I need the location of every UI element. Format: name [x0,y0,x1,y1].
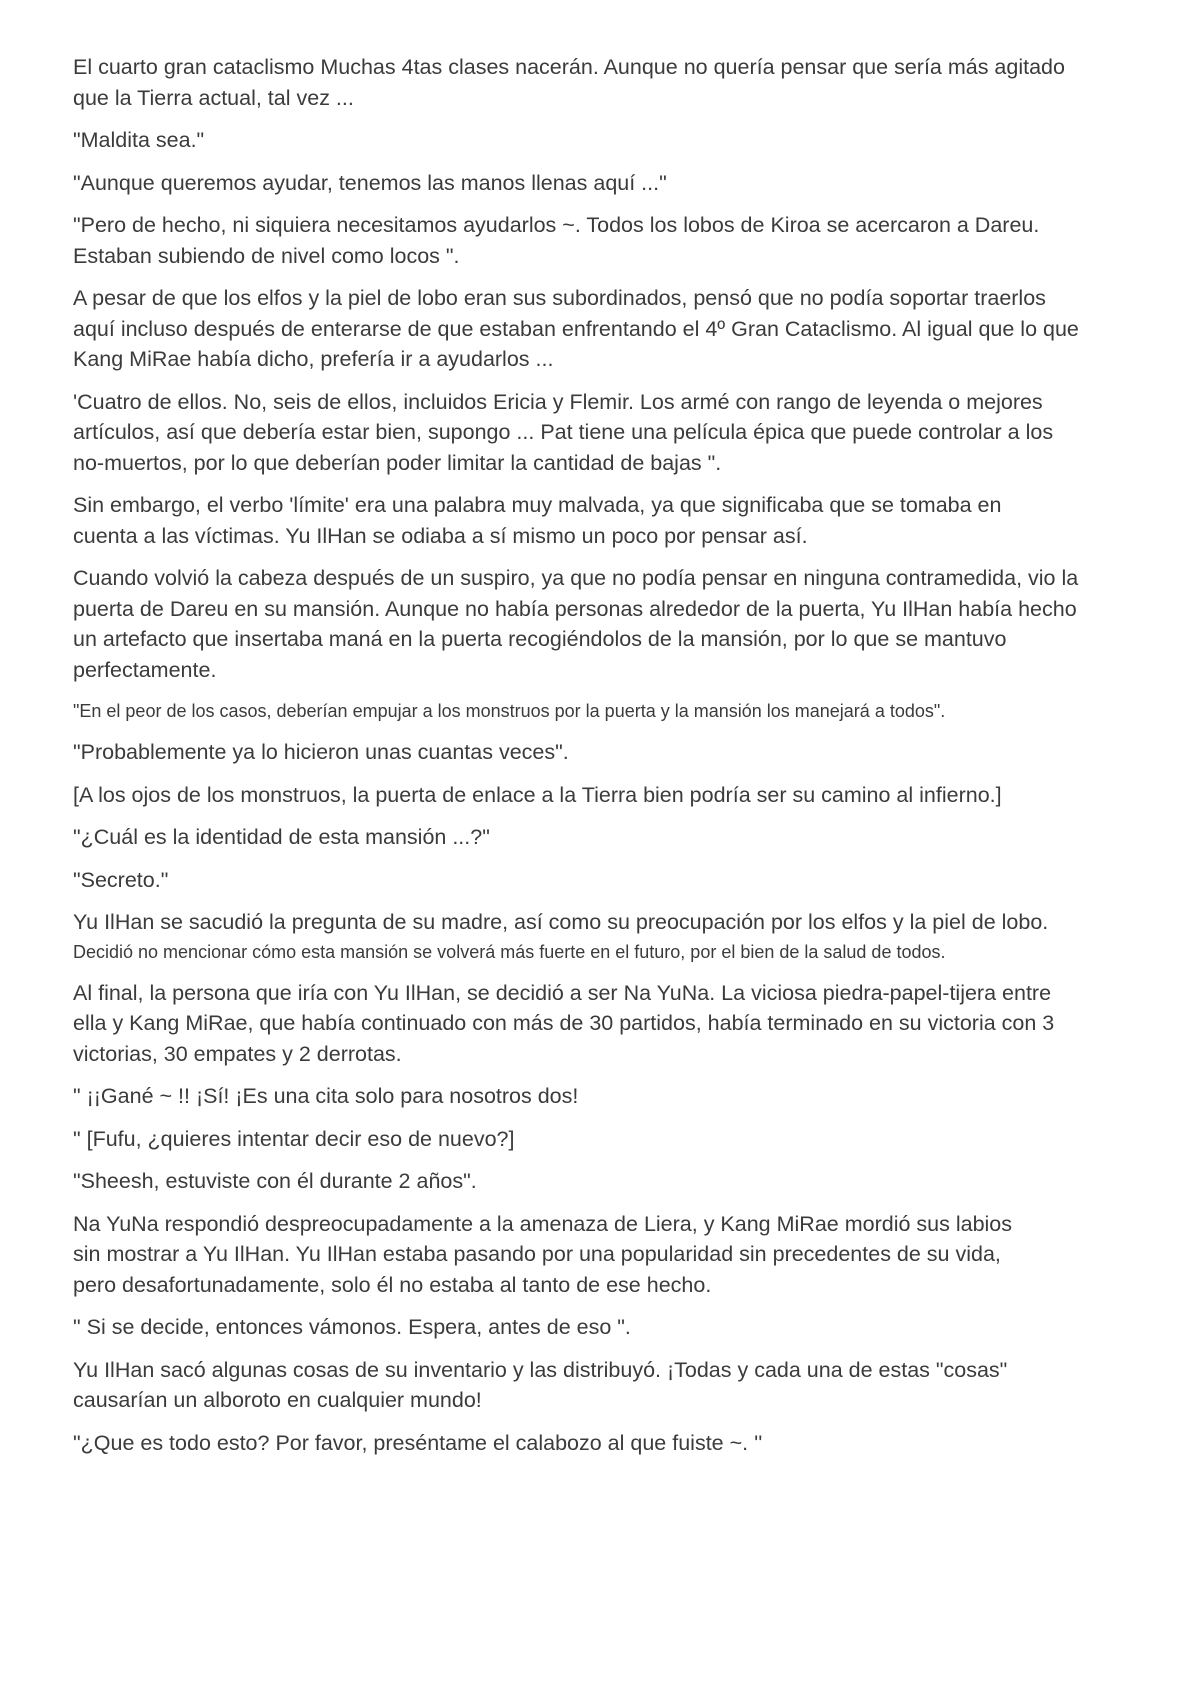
paragraph-line: pero desafortunadamente, solo él no estaba al tanto de ese hecho. [73,1272,712,1297]
paragraph [73,865,1123,896]
paragraph-line: Na YuNa respondió despreocupadamente a la amenaza de Liera, y Kang MiRae mordió sus labios [73,1211,1013,1236]
paragraph [73,168,1123,199]
document-page [73,52,1123,1470]
paragraph [73,1209,1123,1301]
paragraph-line: "En el peor de los casos, deberían empujar a los monstruos por la puerta y la mansión los manejará a todos". [73,701,946,721]
paragraph-line: "Secreto." [73,867,169,892]
paragraph-line: aquí incluso después de enterarse de que estaban enfrentando el 4º Gran Cataclismo. Al igual que lo que [73,316,1079,341]
paragraph-line: un artefacto que insertaba maná en la puerta recogiéndolos de la mansión, por lo que se mantuvo [73,627,1007,651]
paragraph [73,283,1123,375]
paragraph [73,1081,1123,1112]
paragraph-line: "¿Que es todo esto? Por favor, preséntame el calabozo al que fuiste ~. '' [73,1430,763,1455]
paragraph [73,1124,1123,1155]
paragraph-line: Estaban subiendo de nivel como locos ". [73,243,460,268]
paragraph-line: "Aunque queremos ayudar, tenemos las manos llenas aquí ..." [73,170,667,195]
paragraph-line: El cuarto gran cataclismo Muchas 4tas clases nacerán. Aunque no quería pensar que sería más agitado [73,55,1065,79]
paragraph-line: " Si se decide, entonces vámonos. Espera, antes de eso ". [73,1315,631,1339]
paragraph-line: no-muertos, por lo que deberían poder limitar la cantidad de bajas ". [73,450,722,475]
paragraph [73,387,1123,479]
paragraph [73,1312,1123,1343]
paragraph-line: Al final, la persona que iría con Yu IlHan, se decidió a ser Na YuNa. La viciosa piedra-papel-tijera entre [73,980,1052,1005]
paragraph [73,52,1123,113]
paragraph-line: perfectamente. [73,657,217,682]
paragraph-line: cuenta a las víctimas. Yu IlHan se odiaba a sí mismo un poco por pensar así. [73,523,808,548]
paragraph-line: sin mostrar a Yu IlHan. Yu IlHan estaba pasando por una popularidad sin precedentes de su vida, [73,1242,1001,1266]
paragraph [73,697,1123,725]
paragraph [73,780,1123,811]
paragraph-line: "Probablemente ya lo hicieron unas cuantas veces". [73,740,569,764]
paragraph-line: A pesar de que los elfos y la piel de lobo eran sus subordinados, pensó que no podía soportar traerlos [73,286,1046,310]
paragraph [73,563,1123,685]
paragraph-line: causarían un alboroto en cualquier mundo! [73,1388,482,1412]
paragraph [73,1166,1123,1197]
paragraph [73,907,1123,966]
paragraph-line: ella y Kang MiRae, que había continuado con más de 30 partidos, había terminado en su victoria con 3 [73,1011,1055,1035]
paragraph-line: " [Fufu, ¿quieres intentar decir eso de nuevo?] [73,1126,515,1151]
paragraph-line: artículos, así que debería estar bien, supongo ... Pat tiene una película épica que puede controlar a los [73,420,1054,444]
paragraph-line: [A los ojos de los monstruos, la puerta de enlace a la Tierra bien podría ser su camino al infierno.] [73,782,1002,807]
paragraph-line: Decidió no mencionar cómo esta mansión se volverá más fuerte en el futuro, por el bien de la salud de todos. [73,941,946,962]
paragraph [73,737,1123,768]
paragraph [73,125,1123,156]
paragraph-line: 'Cuatro de ellos. No, seis de ellos, incluidos Ericia y Flemir. Los armé con rango de leyenda o mejores [73,389,1043,414]
paragraph-line: Kang MiRae había dicho, prefería ir a ayudarlos ... [73,347,554,371]
paragraph-line: victorias, 30 empates y 2 derrotas. [73,1041,402,1066]
paragraph-line: "Sheesh, estuviste con él durante 2 años". [73,1169,477,1193]
paragraph-line: Yu IlHan se sacudió la pregunta de su madre, así como su preocupación por los elfos y la piel de lobo. [73,910,1049,934]
paragraph [73,822,1123,853]
paragraph-line: "Maldita sea." [73,128,205,152]
paragraph-line: " ¡¡Gané ~ !! ¡Sí! ¡Es una cita solo para nosotros dos! [73,1084,579,1108]
paragraph-line: Yu IlHan sacó algunas cosas de su inventario y las distribuyó. ¡Todas y cada una de estas "cosas" [73,1357,1008,1382]
paragraph-line: puerta de Dareu en su mansión. Aunque no había personas alrededor de la puerta, Yu IlHan había hecho [73,596,1077,621]
paragraph-line: "Pero de hecho, ni siquiera necesitamos ayudarlos ~. Todos los lobos de Kiroa se acercaron a Dareu. [73,213,1040,237]
paragraph-line: que la Tierra actual, tal vez ... [73,85,354,110]
paragraph [73,210,1123,271]
document-body [73,52,1123,1458]
paragraph [73,1355,1123,1416]
paragraph [73,490,1123,551]
paragraph-line: "¿Cuál es la identidad de esta mansión ...?" [73,825,490,849]
paragraph-line: Cuando volvió la cabeza después de un suspiro, ya que no podía pensar en ninguna contramedida, vio la [73,566,1079,590]
paragraph-line: Sin embargo, el verbo 'límite' era una palabra muy malvada, ya que significaba que se tomaba en [73,493,1002,517]
paragraph [73,978,1123,1070]
paragraph [73,1428,1123,1459]
